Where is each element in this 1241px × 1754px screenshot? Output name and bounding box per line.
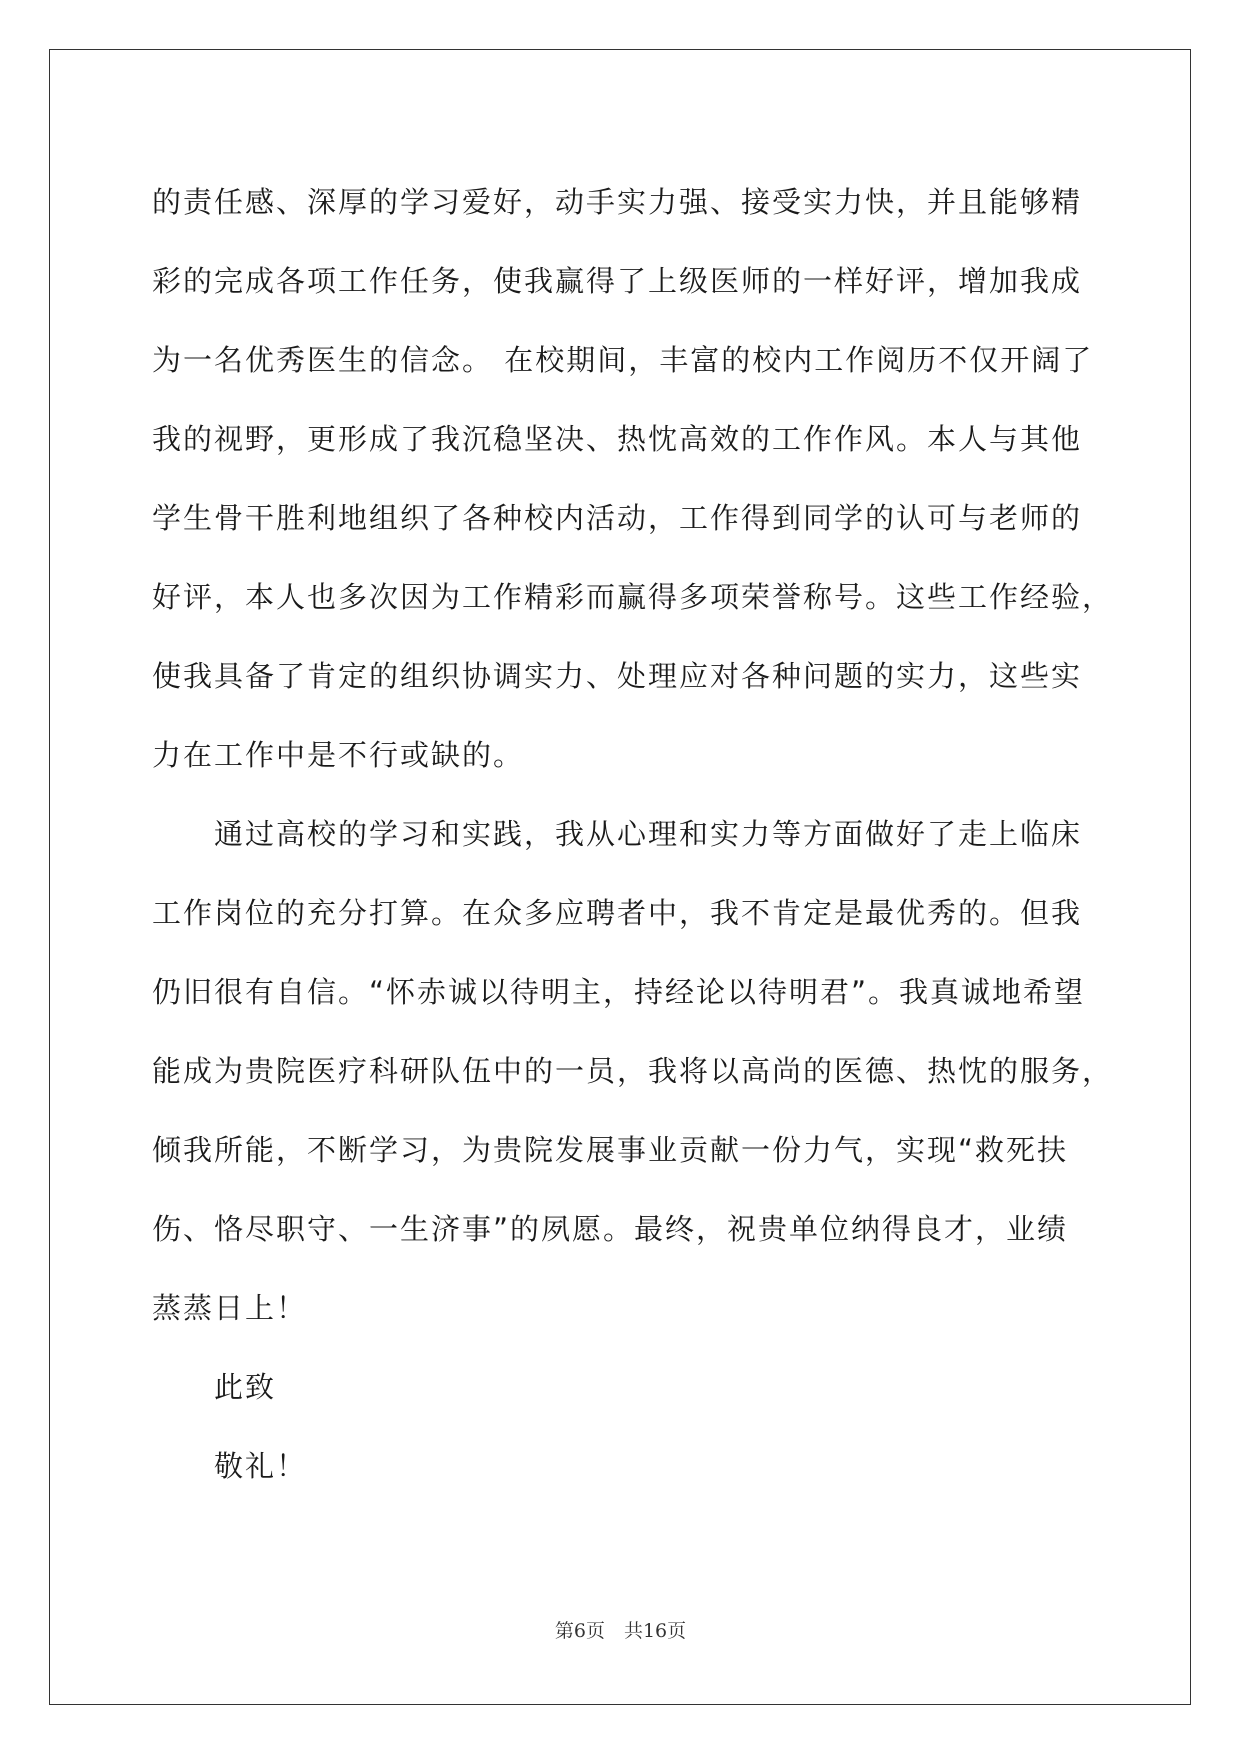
text-line: 蒸蒸日上！ xyxy=(152,1291,308,1325)
text-line: 使我具备了肯定的组织协调实力、处理应对各种问题的实力，这些实 xyxy=(152,659,1083,693)
text-line: 能成为贵院医疗科研队伍中的一员，我将以高尚的医德、热忱的服务， xyxy=(152,1054,1114,1088)
closing-regards: 敬礼！ xyxy=(214,1449,308,1483)
text-line: 学生骨干胜利地组织了各种校内活动，工作得到同学的认可与老师的 xyxy=(152,501,1083,535)
text-line: 伤、恪尽职守、一生济事”的夙愿。最终，祝贵单位纳得良才，业绩 xyxy=(152,1212,1069,1246)
text-line: 的责任感、深厚的学习爱好，动手实力强、接受实力快，并且能够精 xyxy=(152,185,1083,219)
text-line: 力在工作中是不行或缺的。 xyxy=(152,738,525,772)
closing-salutation: 此致 xyxy=(214,1370,277,1404)
text-line: 彩的完成各项工作任务，使我赢得了上级医师的一样好评，增加我成 xyxy=(152,264,1083,298)
paragraph-start-line: 通过高校的学习和实践，我从心理和实力等方面做好了走上临床 xyxy=(214,817,1083,851)
text-line: 仍旧很有自信。“怀赤诚以待明主，持经论以待明君”。我真诚地希望 xyxy=(152,975,1086,1009)
text-line: 为一名优秀医生的信念。 在校期间，丰富的校内工作阅历不仅开阔了 xyxy=(152,343,1094,377)
text-line: 好评，本人也多次因为工作精彩而赢得多项荣誉称号。这些工作经验， xyxy=(152,580,1114,614)
text-line: 工作岗位的充分打算。在众多应聘者中，我不肯定是最优秀的。但我 xyxy=(152,896,1083,930)
letter-body xyxy=(152,163,1114,1506)
text-line: 倾我所能，不断学习，为贵院发展事业贡献一份力气，实现“救死扶 xyxy=(152,1133,1069,1167)
page-number: 第6页 共16页 xyxy=(554,1620,687,1642)
text-line: 我的视野，更形成了我沉稳坚决、热忱高效的工作作风。本人与其他 xyxy=(152,422,1083,456)
